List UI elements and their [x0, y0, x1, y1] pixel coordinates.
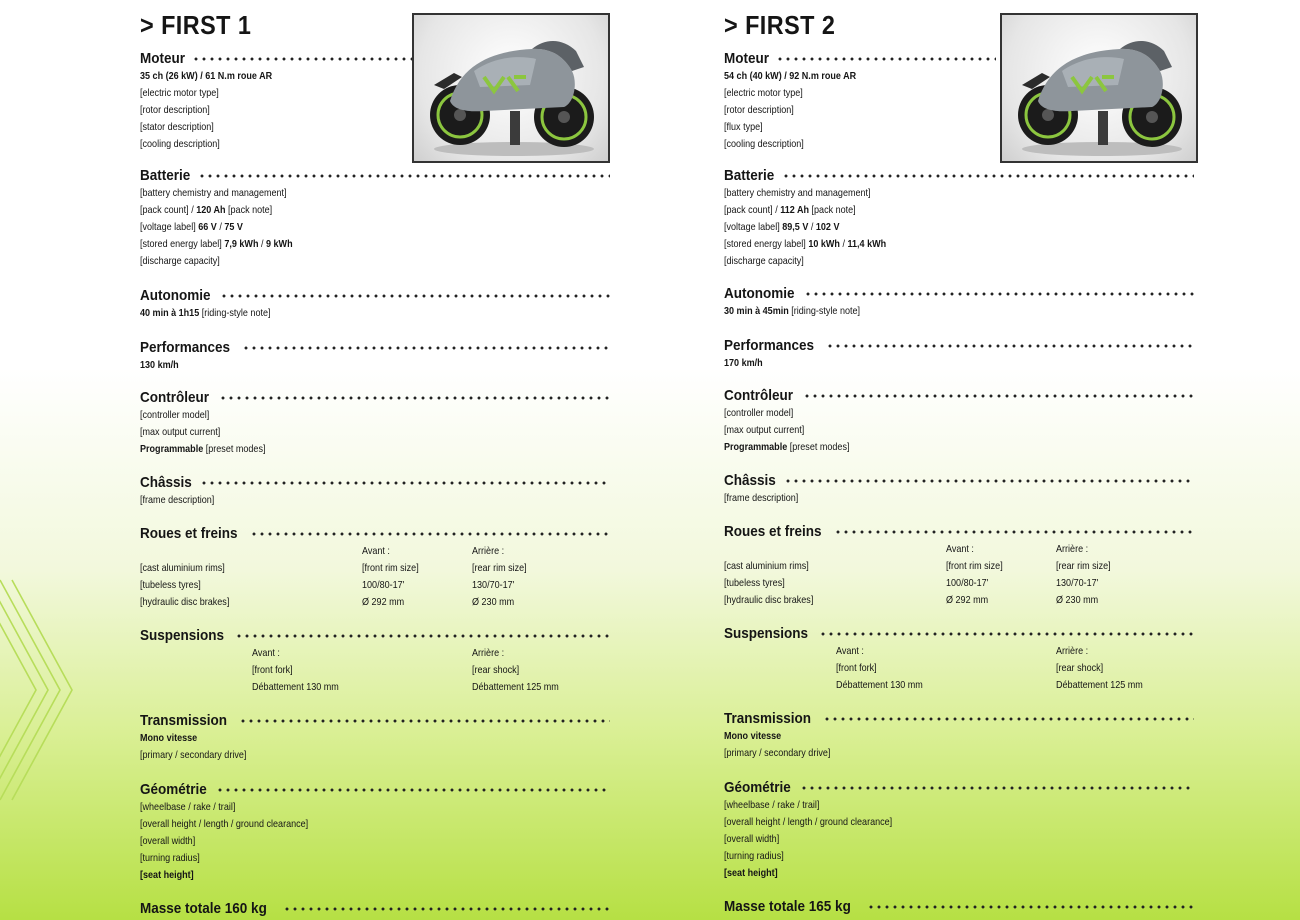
suspension-column-headers [724, 643, 1194, 660]
front-value: Débattement 130 mm [836, 679, 923, 691]
spec-text: 75 V [224, 221, 243, 233]
roues-heading [724, 523, 1194, 541]
controleur-heading [140, 389, 610, 407]
spec-text: 9 kWh [266, 238, 293, 250]
spacer [724, 677, 820, 694]
spacer [724, 660, 820, 677]
controleur-heading-label: Contrôleur [140, 389, 210, 406]
suspensions-heading [724, 625, 1194, 643]
rear-value: [rear rim size] [1056, 560, 1111, 572]
row-label: [tubeless tyres] [140, 579, 201, 591]
spec-line: [controller model] [724, 407, 794, 419]
spec-line: [rotor description] [140, 104, 210, 116]
spec-text: [preset modes] [787, 441, 850, 453]
model-title: > FIRST 2 [724, 10, 836, 40]
spec-text: [pack count] / [724, 204, 781, 216]
dot-leader [776, 56, 996, 62]
rear-value: Ø 230 mm [1056, 594, 1099, 606]
spec-text: [pack note] [809, 204, 856, 216]
front-header: Avant : [362, 545, 390, 557]
rear-header: Arrière : [472, 647, 505, 659]
performances-heading-label: Performances [140, 339, 231, 356]
dot-leader [800, 785, 1194, 791]
dot-leader [283, 906, 610, 912]
geometrie-heading-label: Géométrie [140, 781, 207, 798]
spec-text: / [216, 221, 225, 233]
table-row [724, 558, 1194, 575]
spec-text: [riding-style note] [199, 307, 271, 319]
spec-line: 54 ch (40 kW) / 92 N.m roue AR [724, 70, 857, 82]
front-header: Avant : [252, 647, 280, 659]
section-autonomie [724, 285, 1194, 320]
spec-text: Programmable [724, 441, 788, 453]
front-value: Ø 292 mm [362, 596, 405, 608]
row-label: [cast aluminium rims] [724, 560, 809, 572]
dot-leader [200, 480, 610, 486]
spec-line: [turning radius] [724, 850, 784, 862]
batterie-heading [724, 167, 1194, 185]
spec-line: [discharge capacity] [140, 255, 220, 267]
front-value: [front rim size] [946, 560, 1003, 572]
spec-line [140, 305, 544, 322]
spec-text: [pack note] [225, 204, 273, 216]
table-row [140, 662, 610, 679]
front-value: [front rim size] [362, 562, 419, 574]
masse-heading-label: Masse totale 165 kg [724, 898, 851, 915]
transmission-heading-label: Transmission [724, 710, 812, 727]
rear-value: 130/70-17' [472, 579, 515, 591]
spec-line: [seat height] [140, 869, 194, 881]
controleur-heading [724, 387, 1194, 405]
spec-page-2 [724, 0, 1194, 920]
spec-text: 40 min à 1h15 [140, 307, 200, 319]
dot-leader [803, 393, 1194, 399]
table-row [140, 679, 610, 696]
dot-leader [216, 787, 610, 793]
section-roues [140, 525, 610, 611]
table-row [724, 575, 1194, 592]
spec-line: [cooling description] [724, 138, 804, 150]
spec-text: 30 min à 45min [724, 305, 789, 317]
front-value: [front fork] [836, 662, 877, 674]
spec-line: [controller model] [140, 409, 210, 421]
section-transmission [140, 712, 610, 764]
front-value: 100/80-17' [946, 577, 989, 589]
spec-text: [riding-style note] [788, 305, 861, 317]
spec-line: [seat height] [724, 867, 778, 879]
performances-heading [140, 339, 610, 357]
spec-text: Programmable [140, 443, 204, 455]
spec-text: / [258, 238, 267, 250]
model-title: > FIRST 1 [140, 10, 252, 40]
spec-line: [rotor description] [724, 104, 794, 116]
spec-line: [battery chemistry and management] [724, 187, 871, 199]
spec-line [140, 202, 544, 219]
section-autonomie [140, 287, 610, 322]
autonomie-heading [724, 285, 1194, 303]
autonomie-heading-label: Autonomie [140, 287, 211, 304]
dot-leader [867, 904, 1194, 910]
spec-text: [stored energy label] [140, 238, 225, 250]
dot-leader [192, 56, 412, 62]
spec-line [140, 236, 544, 253]
section-batterie [140, 167, 610, 270]
spec-line: [electric motor type] [724, 87, 803, 99]
dot-leader [819, 631, 1194, 637]
dot-leader [239, 718, 610, 724]
section-roues [724, 523, 1194, 609]
table-row [724, 592, 1194, 609]
spec-line: [wheelbase / rake / trail] [724, 799, 820, 811]
spec-line [724, 439, 1128, 456]
section-moteur [140, 50, 610, 153]
rear-header: Arrière : [1056, 645, 1089, 657]
spec-page-1 [140, 0, 610, 920]
spec-text: 7,9 kWh [224, 238, 259, 250]
rear-value: [rear shock] [472, 664, 520, 676]
chassis-heading [724, 472, 1194, 490]
spec-line: 170 km/h [724, 357, 763, 369]
spec-text: 66 V [198, 221, 217, 233]
spec-text: 102 V [815, 221, 840, 233]
dot-leader [219, 395, 610, 401]
spacer [724, 541, 915, 558]
section-suspensions [140, 627, 610, 696]
front-value: 100/80-17' [362, 579, 405, 591]
suspensions-heading [140, 627, 610, 645]
dot-leader [823, 716, 1194, 722]
dot-leader [198, 173, 610, 179]
section-suspensions [724, 625, 1194, 694]
transmission-heading-label: Transmission [140, 712, 228, 729]
masse-heading [140, 900, 610, 918]
spec-line: [max output current] [140, 426, 221, 438]
chassis-heading-label: Châssis [724, 472, 776, 489]
spec-text: 112 Ah [780, 204, 810, 216]
spec-text: / [808, 221, 816, 233]
section-chassis [140, 474, 610, 509]
spec-line: [frame description] [724, 492, 799, 504]
row-label: [tubeless tyres] [724, 577, 785, 589]
dot-leader [235, 633, 610, 639]
front-header: Avant : [836, 645, 864, 657]
spec-text: 10 kWh [808, 238, 840, 250]
dot-leader [826, 343, 1194, 349]
roues-column-headers [140, 543, 610, 560]
spec-line: [overall height / length / ground clearance] [140, 818, 309, 830]
rear-header: Arrière : [472, 545, 505, 557]
spec-line: [max output current] [724, 424, 805, 436]
dot-leader [834, 529, 1194, 535]
rear-value: [rear shock] [1056, 662, 1104, 674]
masse-heading-label: Masse totale 160 kg [140, 900, 267, 917]
chassis-heading [140, 474, 610, 492]
dot-leader [784, 478, 1194, 484]
geometrie-heading-label: Géométrie [724, 779, 791, 796]
section-batterie [724, 167, 1194, 270]
rear-value: Ø 230 mm [472, 596, 515, 608]
dot-leader [782, 173, 1194, 179]
section-chassis [724, 472, 1194, 507]
front-value: [front fork] [252, 664, 293, 676]
spacer [140, 543, 331, 560]
roues-heading-label: Roues et freins [724, 523, 822, 540]
roues-heading-label: Roues et freins [140, 525, 238, 542]
roues-heading [140, 525, 610, 543]
roues-column-headers [724, 541, 1194, 558]
spec-line: [overall width] [724, 833, 780, 845]
spec-line: [electric motor type] [140, 87, 219, 99]
rear-value: Débattement 125 mm [472, 681, 559, 693]
spacer [140, 679, 236, 696]
suspension-column-headers [140, 645, 610, 662]
suspensions-heading-label: Suspensions [724, 625, 809, 642]
spec-line: [overall width] [140, 835, 196, 847]
front-value: Ø 292 mm [946, 594, 989, 606]
moteur-heading [140, 50, 412, 68]
spec-text: 89,5 V [782, 221, 809, 233]
batterie-heading [140, 167, 610, 185]
row-label: [hydraulic disc brakes] [140, 596, 230, 608]
table-row [140, 560, 610, 577]
geometrie-heading [724, 779, 1194, 797]
spec-text: 120 Ah [196, 204, 226, 216]
autonomie-heading [140, 287, 610, 305]
spec-line: [stator description] [140, 121, 214, 133]
chassis-heading-label: Châssis [140, 474, 192, 491]
row-label: [cast aluminium rims] [140, 562, 225, 574]
table-row [140, 594, 610, 611]
spec-text: [pack count] / [140, 204, 197, 216]
rear-value: 130/70-17' [1056, 577, 1099, 589]
section-transmission [724, 710, 1194, 762]
table-row [140, 577, 610, 594]
geometrie-heading [140, 781, 610, 799]
spec-line: 130 km/h [140, 359, 179, 371]
controleur-heading-label: Contrôleur [724, 387, 794, 404]
spec-line [724, 202, 1128, 219]
spec-line: [primary / secondary drive] [140, 749, 247, 761]
spacer [140, 662, 236, 679]
spec-line: [overall height / length / ground clearance] [724, 816, 893, 828]
dot-leader [220, 293, 610, 299]
front-value: Débattement 130 mm [252, 681, 339, 693]
section-performances [140, 339, 610, 374]
moteur-heading [724, 50, 996, 68]
transmission-heading [140, 712, 610, 730]
spec-line [724, 219, 1128, 236]
section-masse [140, 900, 610, 918]
spec-line [140, 441, 544, 458]
rear-value: Débattement 125 mm [1056, 679, 1143, 691]
section-masse [724, 898, 1194, 916]
spec-line: [battery chemistry and management] [140, 187, 287, 199]
spec-line [140, 219, 544, 236]
spec-line: [cooling description] [140, 138, 220, 150]
transmission-heading [724, 710, 1194, 728]
table-row [724, 677, 1194, 694]
spec-line: Mono vitesse [140, 732, 198, 744]
suspensions-heading-label: Suspensions [140, 627, 225, 644]
spec-line: [primary / secondary drive] [724, 747, 831, 759]
dot-leader [804, 291, 1194, 297]
section-controleur [724, 387, 1194, 456]
masse-heading [724, 898, 1194, 916]
spec-text: 11,4 kWh [847, 238, 887, 250]
spec-text: [stored energy label] [724, 238, 809, 250]
spec-line [724, 303, 1128, 320]
chevron-decoration [0, 560, 100, 820]
dot-leader [250, 531, 610, 537]
section-geometrie [724, 779, 1194, 882]
spec-line: [wheelbase / rake / trail] [140, 801, 236, 813]
autonomie-heading-label: Autonomie [724, 285, 795, 302]
row-label: [hydraulic disc brakes] [724, 594, 814, 606]
moteur-heading-label: Moteur [140, 50, 185, 67]
spacer [140, 645, 236, 662]
performances-heading [724, 337, 1194, 355]
spec-line: Mono vitesse [724, 730, 782, 742]
moteur-heading-label: Moteur [724, 50, 769, 67]
spec-line: [turning radius] [140, 852, 200, 864]
rear-value: [rear rim size] [472, 562, 527, 574]
spec-line: [discharge capacity] [724, 255, 804, 267]
batterie-heading-label: Batterie [724, 167, 775, 184]
rear-header: Arrière : [1056, 543, 1089, 555]
section-moteur [724, 50, 1194, 153]
spec-line: [frame description] [140, 494, 215, 506]
batterie-heading-label: Batterie [140, 167, 191, 184]
spec-line [724, 236, 1128, 253]
performances-heading-label: Performances [724, 337, 815, 354]
spec-line: 35 ch (26 kW) / 61 N.m roue AR [140, 70, 273, 82]
front-header: Avant : [946, 543, 974, 555]
spacer [724, 643, 820, 660]
section-controleur [140, 389, 610, 458]
spec-line: [flux type] [724, 121, 763, 133]
dot-leader [242, 345, 610, 351]
spec-text: [voltage label] [724, 221, 783, 233]
section-performances [724, 337, 1194, 372]
table-row [724, 660, 1194, 677]
spec-text: [preset modes] [203, 443, 266, 455]
spec-text: / [839, 238, 848, 250]
spec-text: [voltage label] [140, 221, 199, 233]
section-geometrie [140, 781, 610, 884]
